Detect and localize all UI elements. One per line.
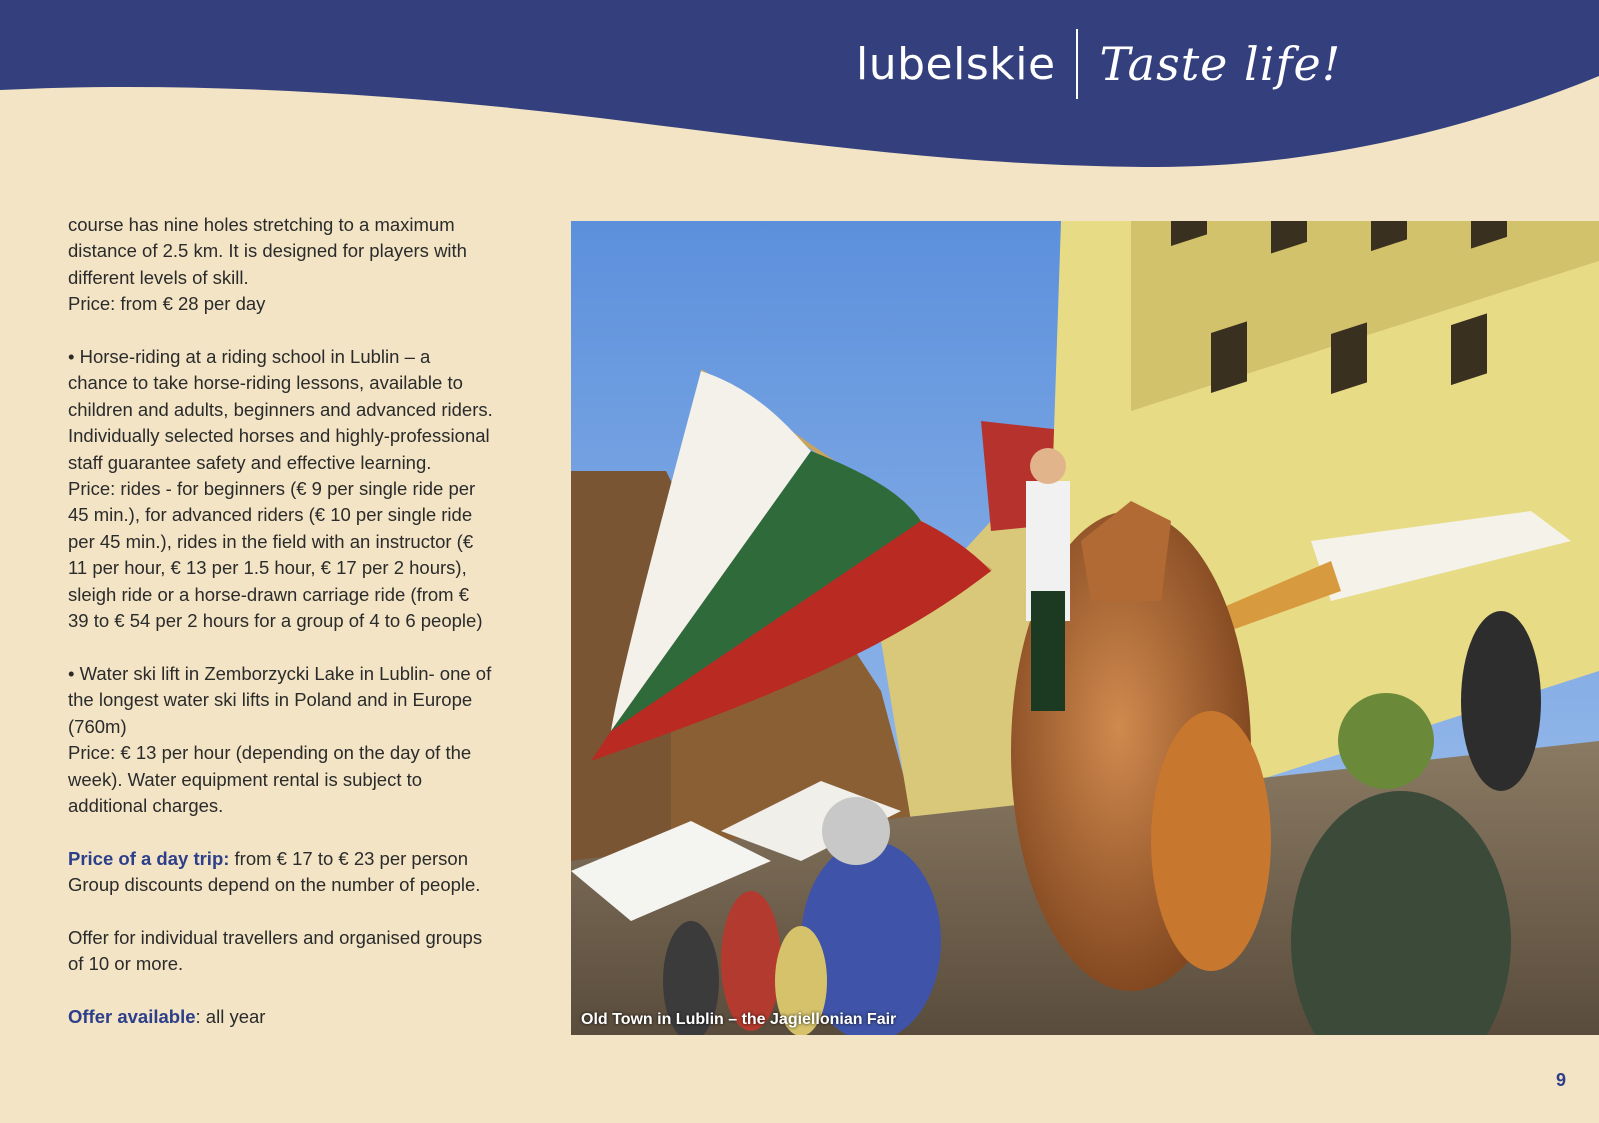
text-line: per 45 min.), rides in the field with an instructor (€ (68, 530, 474, 552)
text-line: week). Water equipment rental is subject to (68, 768, 423, 790)
text-line: additional charges. (68, 794, 224, 816)
availability-label: Offer available (68, 1006, 196, 1028)
day-trip-label: Price of a day trip: (68, 847, 230, 869)
jagiellonian-fair-photo (571, 221, 1599, 1035)
spectator-cap (822, 797, 890, 865)
group-discount-note: Group discounts depend on the number of people. (68, 874, 481, 896)
text-line: children and adults, beginners and advanced riders. (68, 398, 493, 420)
water-ski-paragraph (68, 661, 538, 819)
day-trip-paragraph (68, 846, 538, 899)
text-line: different levels of skill. (68, 266, 249, 288)
text-line: of 10 or more. (68, 953, 184, 975)
brand-name: lubelskie (856, 38, 1056, 90)
text-line: 11 per hour, € 13 per 1.5 hour, € 17 per 2 hours), (68, 557, 467, 579)
window (1451, 313, 1487, 385)
brand-slogan: Taste life! (1099, 37, 1342, 91)
offer-paragraph (68, 925, 538, 978)
crowd-person (721, 891, 781, 1031)
day-trip-price-line (68, 846, 538, 872)
text-line: sleigh ride or a horse-drawn carriage ride (from € (68, 583, 470, 605)
availability-line (68, 1004, 538, 1030)
golf-paragraph (68, 212, 538, 318)
text-line: distance of 2.5 km. It is designed for players with (68, 240, 467, 262)
text-line: course has nine holes stretching to a maximum (68, 214, 455, 235)
cameraman (1461, 611, 1541, 791)
costumed-person (1151, 711, 1271, 971)
horse-riding-paragraph (68, 344, 538, 634)
text-line: Price: € 13 per hour (depending on the day of the (68, 742, 472, 764)
rider-head (1030, 448, 1066, 484)
brand-logo (856, 28, 1341, 100)
text-line: 39 to € 54 per 2 hours for a group of 4 to 6 people) (68, 610, 483, 632)
availability-value: : all year (195, 1006, 266, 1028)
text-column (68, 212, 538, 1031)
brand-divider (1076, 29, 1078, 99)
header-band (0, 0, 1599, 175)
window (1331, 322, 1367, 394)
text-line: Offer for individual travellers and organised groups (68, 926, 483, 948)
availability-paragraph (68, 1004, 538, 1030)
golf-price: Price: from € 28 per day (68, 293, 266, 315)
page-number: 9 (1556, 1070, 1567, 1090)
day-trip-value: from € 17 to € 23 per person (229, 847, 468, 869)
text-line: • Horse-riding at a riding school in Lublin – a (68, 346, 431, 368)
text-line: Price: rides - for beginners (€ 9 per single ride per (68, 478, 476, 500)
spectator-headscarf (1338, 693, 1434, 789)
photo-caption: Old Town in Lublin – the Jagiellonian Fair (581, 1011, 897, 1028)
text-line: (760m) (68, 715, 127, 737)
text-line: • Water ski lift in Zemborzycki Lake in Lublin- one of (68, 662, 492, 684)
text-line: staff guarantee safety and effective learning. (68, 451, 432, 473)
text-line: the longest water ski lifts in Poland and in Europe (68, 689, 473, 711)
window (1211, 321, 1247, 393)
text-line: Individually selected horses and highly-professional (68, 425, 490, 447)
rider-legs (1031, 591, 1065, 711)
text-line: chance to take horse-riding lessons, available to (68, 372, 463, 394)
text-line: 45 min.), for advanced riders (€ 10 per single ride (68, 504, 473, 526)
photo-illustration (571, 221, 1599, 1035)
